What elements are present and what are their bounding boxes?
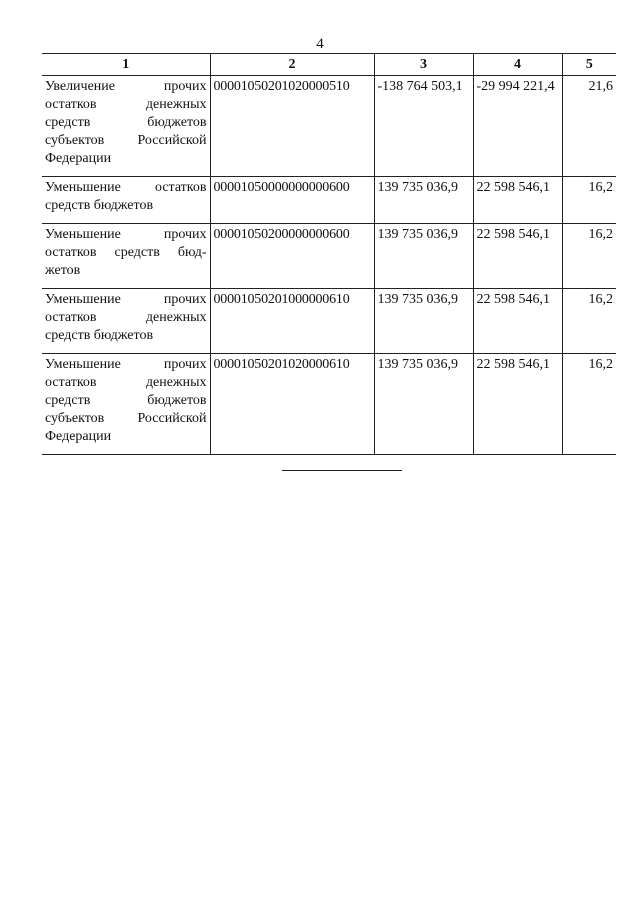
- row-name: Уменьшение прочих остатков средств бюд-жетов: [42, 224, 210, 289]
- row-percent: 21,6: [562, 76, 616, 177]
- row-name: Уменьшение остатков средств бюджетов: [42, 177, 210, 224]
- column-header-1: 1: [42, 54, 210, 76]
- table-row: [42, 76, 616, 177]
- table-row: [42, 354, 616, 455]
- row-actual-value: -29 994 221,4: [473, 76, 562, 177]
- column-header-4: 4: [473, 54, 562, 76]
- row-actual-value: 22 598 546,1: [473, 177, 562, 224]
- column-header-2: 2: [210, 54, 374, 76]
- closing-divider: [282, 470, 402, 471]
- row-code: 00001050201000000610: [210, 289, 374, 354]
- page-number: 4: [316, 36, 324, 52]
- budget-table: [42, 53, 616, 455]
- row-percent: 16,2: [562, 354, 616, 455]
- row-code: 00001050000000000600: [210, 177, 374, 224]
- row-code: 00001050201020000510: [210, 76, 374, 177]
- row-code: 00001050200000000600: [210, 224, 374, 289]
- row-percent: 16,2: [562, 289, 616, 354]
- column-header-3: 3: [374, 54, 473, 76]
- table-row: [42, 177, 616, 224]
- row-plan-value: 139 735 036,9: [374, 224, 473, 289]
- header-row: [42, 54, 616, 76]
- row-name: Уменьшение прочих остатков денежных средств бюджетов субъектов Российской Федерации: [42, 354, 210, 455]
- row-plan-value: 139 735 036,9: [374, 354, 473, 455]
- table-row: [42, 224, 616, 289]
- row-percent: 16,2: [562, 224, 616, 289]
- table-row: [42, 289, 616, 354]
- row-actual-value: 22 598 546,1: [473, 224, 562, 289]
- row-name: Увеличение прочих остатков денежных средств бюджетов субъектов Российской Федерации: [42, 76, 210, 177]
- row-code: 00001050201020000610: [210, 354, 374, 455]
- row-percent: 16,2: [562, 177, 616, 224]
- row-plan-value: 139 735 036,9: [374, 289, 473, 354]
- column-header-5: 5: [562, 54, 616, 76]
- row-name: Уменьшение прочих остатков денежных средств бюджетов: [42, 289, 210, 354]
- row-plan-value: 139 735 036,9: [374, 177, 473, 224]
- row-plan-value: -138 764 503,1: [374, 76, 473, 177]
- row-actual-value: 22 598 546,1: [473, 354, 562, 455]
- row-actual-value: 22 598 546,1: [473, 289, 562, 354]
